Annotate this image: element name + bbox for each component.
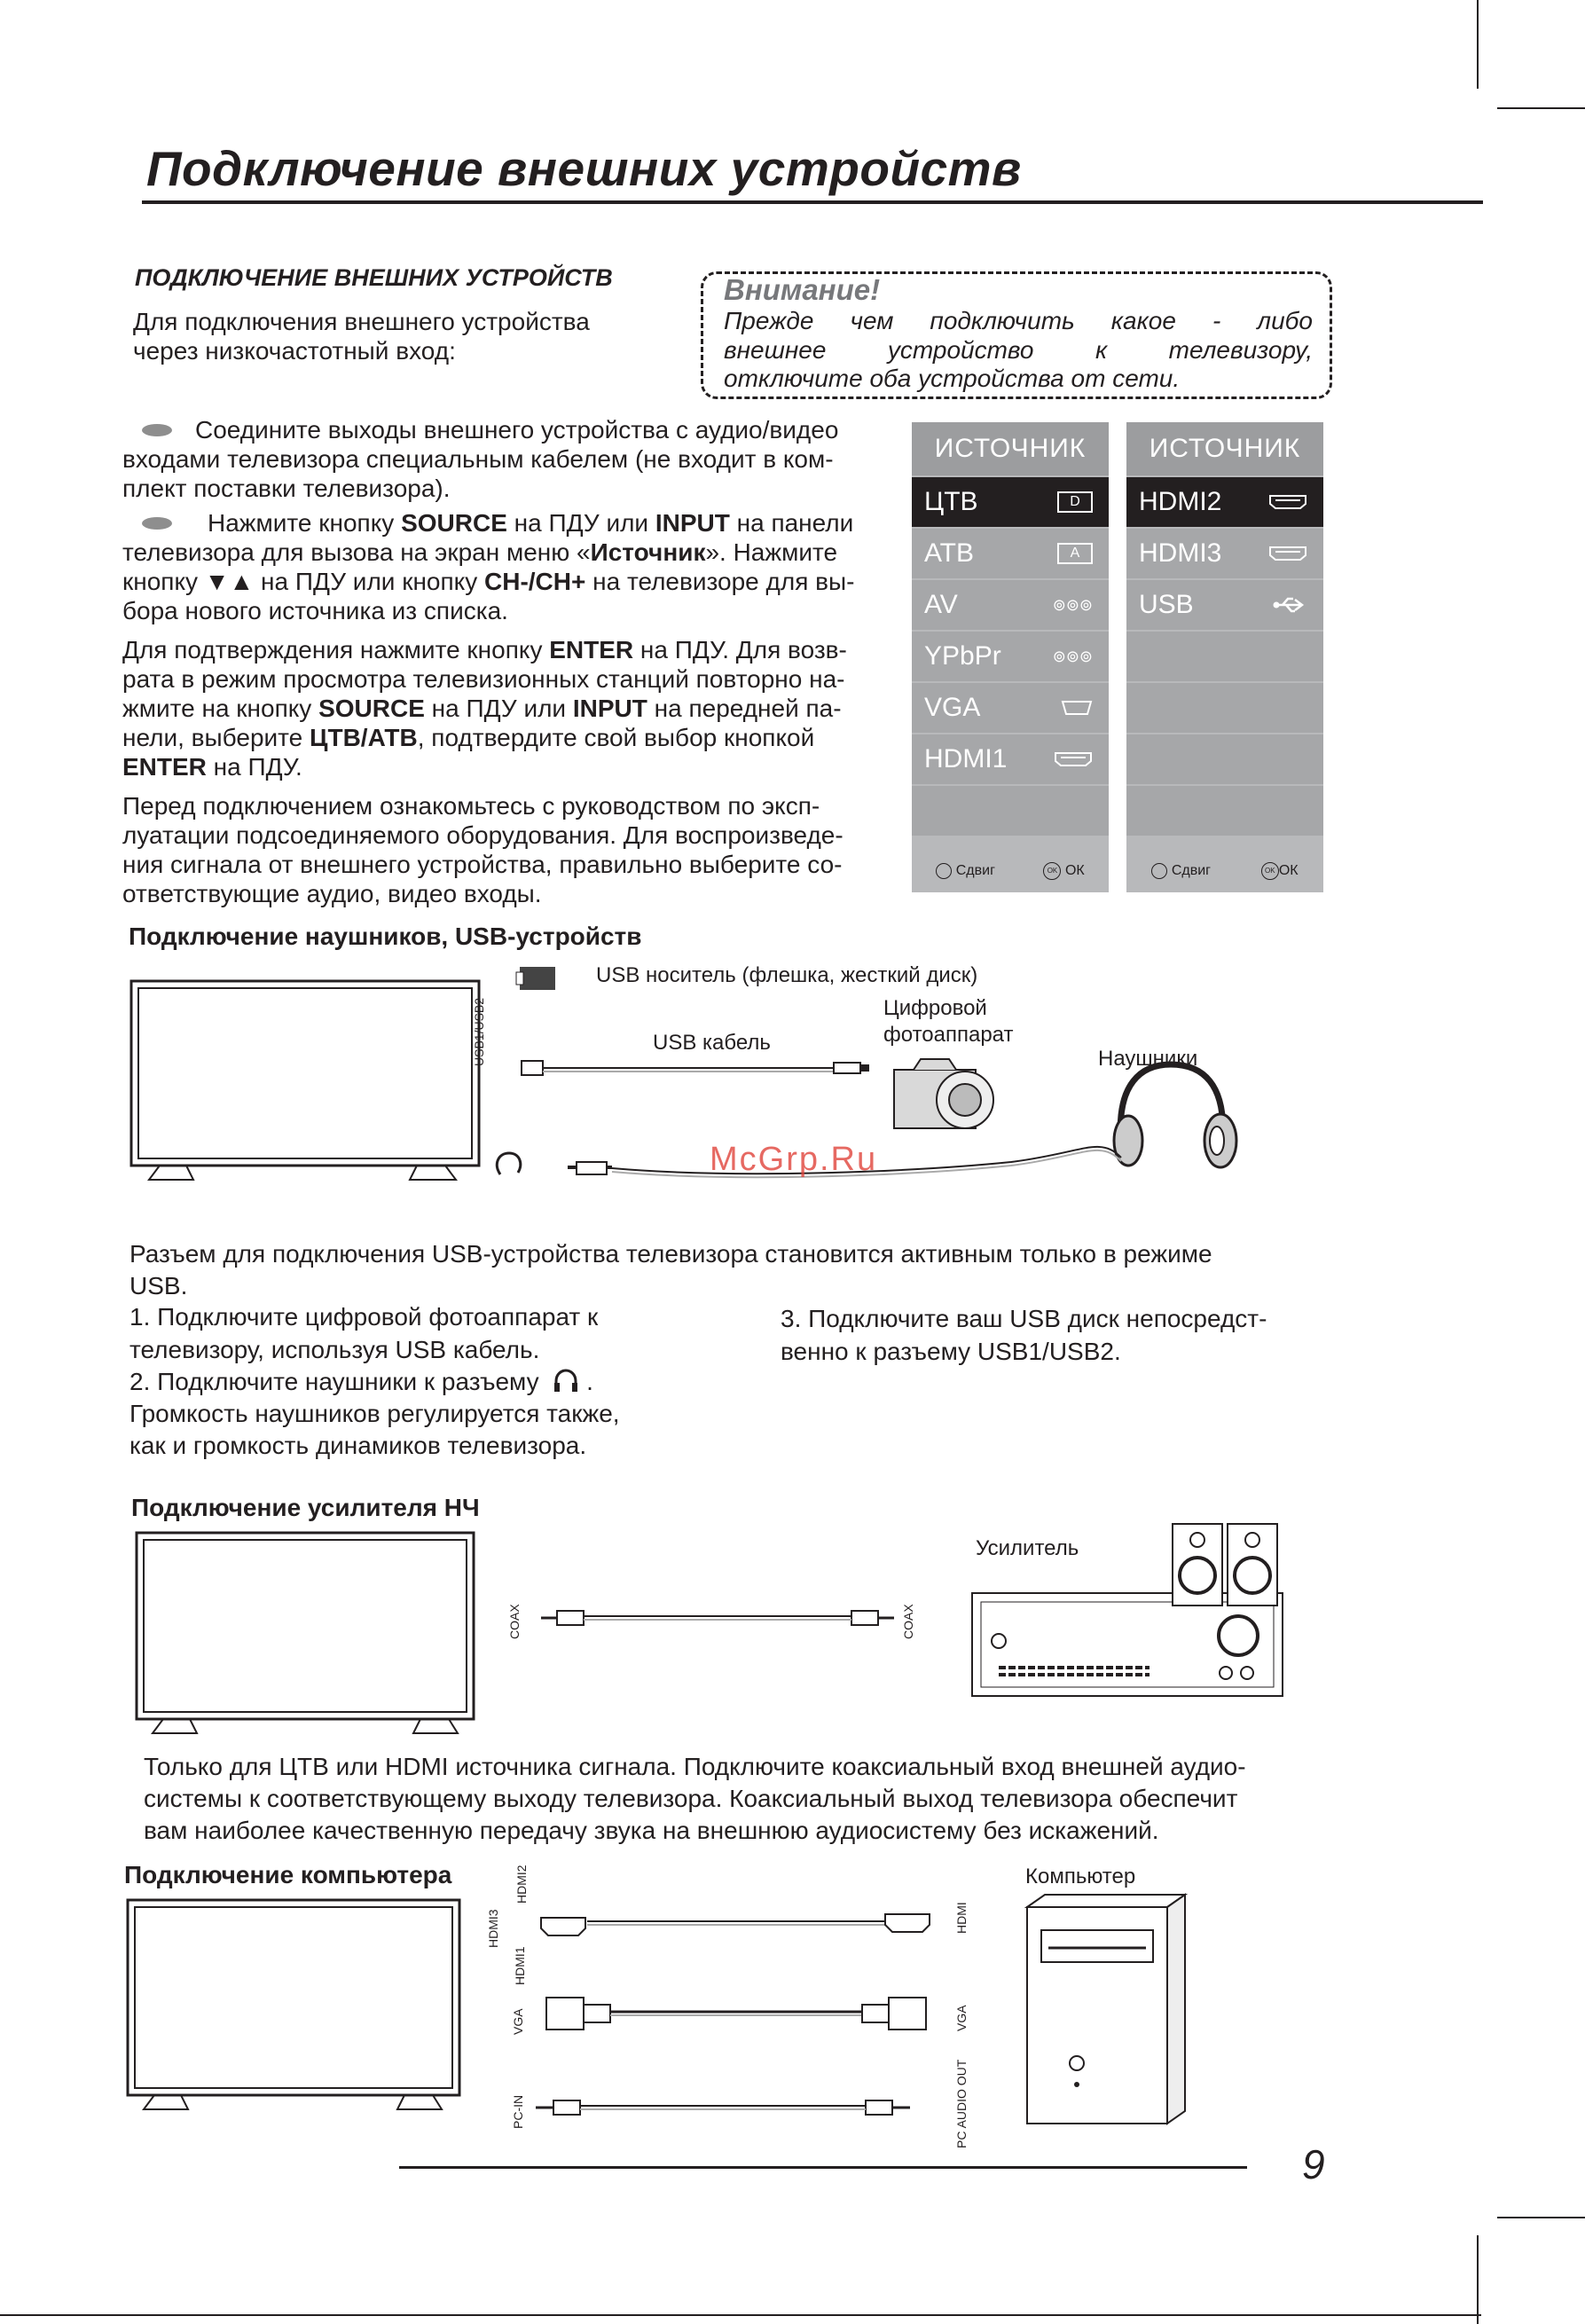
coax-label: COAX — [507, 1604, 522, 1639]
pc-port-audio-label: PC AUDIO OUT — [954, 2059, 969, 2148]
amp-diagram — [133, 1522, 1304, 1753]
nav-icon — [936, 863, 952, 879]
crop-mark — [0, 2314, 1481, 2316]
nav-icon — [1151, 863, 1167, 879]
tv-illustration — [137, 1533, 474, 1733]
usb-section-heading: Подключение наушников, USB-устройств — [129, 923, 642, 950]
warning-line: отключите оба устройства от сети. — [724, 365, 1181, 392]
pc-port-hdmi-label: HDMI — [954, 1902, 969, 1934]
menu-header: ИСТОЧНИК — [1126, 422, 1323, 475]
tv-port-hdmi3-label: HDMI3 — [486, 1909, 500, 1948]
hdmi-icon — [1268, 545, 1307, 562]
menu-item-hdmi1[interactable]: HDMI1 — [912, 734, 1109, 784]
menu-item-empty — [1126, 683, 1323, 733]
move-hint: Сдвиг — [1151, 863, 1211, 879]
usb-media-label: USB носитель (флешка, жесткий диск) — [596, 963, 978, 987]
intro-text — [133, 307, 590, 365]
ok-hint: OK ОК — [1043, 862, 1084, 880]
amplifier-label: Усилитель — [976, 1536, 1079, 1560]
menu-item-dtv[interactable]: ЦТВ D — [912, 477, 1109, 527]
warning-line: Прежде чем подключить какое - либо — [724, 307, 1313, 334]
usb-cable-icon — [522, 1061, 869, 1075]
menu-item-av[interactable]: AV ⊚⊚⊚ — [912, 580, 1109, 630]
a-icon: A — [1057, 543, 1093, 564]
menu-item-vga[interactable]: VGA — [912, 683, 1109, 733]
warning-line: внешнее устройство к телевизору, — [724, 336, 1313, 364]
hdmi-cable-icon — [541, 1914, 930, 1935]
hdmi-icon — [1268, 493, 1307, 511]
usb-diagram — [124, 967, 1259, 1206]
usb-port-label: USB1/USB2 — [472, 997, 486, 1066]
rca-icon: ⊚⊚⊚ — [1052, 595, 1093, 614]
vga-icon — [1061, 699, 1093, 717]
amplifier-icon — [972, 1593, 1283, 1696]
headphone-jack-icon — [553, 1369, 579, 1394]
menu-item-hdmi2[interactable]: HDMI2 — [1126, 477, 1323, 527]
computer-icon — [1027, 1895, 1185, 2124]
intro-line: через низкочастотный вход: — [133, 337, 456, 365]
usb-item-3: 3. Подключите ваш USB диск непосредст- венно к разъему USB1/USB2. — [781, 1305, 1267, 1365]
camera-label: Цифровой фотоаппарат — [883, 996, 1014, 1047]
warning-title: Внимание! — [724, 273, 881, 306]
intro-line: Для подключения внешнего устройства — [133, 308, 590, 335]
coax-cable-icon — [541, 1611, 894, 1625]
step-2: Нажмите кнопку SOURCE на ПДУ или INPUT на панели телевизора для вызова на экран меню «Источник». Нажмите кнопку ▼▲ на ПДУ или кнопку CH-/CH+ на телевизоре для вы- бора нового источника из списка. — [122, 509, 855, 624]
ok-icon: OK — [1043, 862, 1061, 880]
menu-item-empty — [1126, 734, 1323, 784]
headphones-icon — [1114, 1064, 1236, 1167]
coax-label: COAX — [901, 1604, 915, 1639]
hdmi-icon — [1054, 750, 1093, 768]
usb-cable-label: USB кабель — [653, 1031, 771, 1055]
menu-header: ИСТОЧНИК — [912, 422, 1109, 475]
component-icon: ⊚⊚⊚ — [1052, 647, 1093, 665]
step-4: Перед подключением ознакомьтесь с руководством по эксп- луатации подсоединяемого оборудования. Для воспроизведе- ния сигнала от внешнего устройства, правильно выберите со- ответствующие аудио, видео входы. — [122, 792, 844, 907]
amp-section-heading: Подключение усилителя НЧ — [131, 1494, 480, 1521]
menu-item-empty — [1126, 786, 1323, 836]
tv-port-hdmi1-label: HDMI1 — [513, 1946, 527, 1985]
crop-mark — [1477, 2235, 1479, 2324]
headphone-jack-icon — [497, 1153, 520, 1174]
tv-illustration — [131, 981, 479, 1180]
vga-cable-icon — [546, 1998, 926, 2030]
menu-item-hdmi3[interactable]: HDMI3 — [1126, 529, 1323, 578]
usb-icon — [1272, 594, 1307, 616]
camera-icon — [894, 1059, 993, 1128]
menu-item-atv[interactable]: АТВ A — [912, 529, 1109, 578]
crop-mark — [1477, 0, 1479, 89]
amp-text: Только для ЦТВ или HDMI источника сигнала. Подключите коаксиальный вход внешней аудио- системы к соответствующему выходу телевизора. Коаксиальный выход телевизора обеспечит вам наиболее качественную передачу звука на внешнюю аудиосистему без искажений. — [144, 1753, 1246, 1844]
computer-label: Компьютер — [1025, 1865, 1136, 1888]
move-hint: Сдвиг — [936, 863, 995, 879]
tv-illustration — [128, 1900, 459, 2109]
source-menu-1 — [912, 422, 1109, 892]
footer-rule — [399, 2166, 1247, 2169]
pc-diagram — [124, 1889, 1206, 2155]
menu-footer — [912, 850, 1109, 892]
bullet-icon — [142, 424, 172, 436]
pc-port-vga-label: VGA — [954, 2005, 969, 2031]
pc-section-heading: Подключение компьютера — [124, 1861, 452, 1888]
ok-hint: OK ОК — [1261, 862, 1299, 880]
step-1: Соедините выходы внешнего устройства с аудио/видео входами телевизора специальным кабелем (не входит в ком- плект поставки телевизора). — [122, 416, 839, 502]
menu-item-ypbpr[interactable]: YPbPr ⊚⊚⊚ — [912, 632, 1109, 681]
menu-item-empty — [1126, 632, 1323, 681]
ok-icon: OK — [1261, 862, 1279, 880]
tv-port-hdmi2-label: HDMI2 — [514, 1865, 529, 1904]
watermark: McGrp.Ru — [710, 1141, 878, 1178]
title-rule — [142, 200, 1483, 204]
bullet-icon — [142, 517, 172, 530]
tv-port-vga-label: VGA — [511, 2008, 525, 2035]
step-3: Для подтверждения нажмите кнопку ENTER на ПДУ. Для возв- рата в режим просмотра телевизионных станций повторно на- жмите на кнопку SOURCE на ПДУ или INPUT на передней па- нели, выберите ЦТВ/АТВ, подтвердите свой выбор кнопкой ENTER на ПДУ. — [122, 636, 847, 781]
page-title: Подключение внешних устройств — [146, 141, 1022, 196]
menu-item-usb[interactable]: USB — [1126, 580, 1323, 630]
page-number: 9 — [1302, 2141, 1325, 2187]
audio-cable-icon — [536, 2100, 910, 2115]
headphones-label: Наушники — [1098, 1047, 1198, 1071]
usb-item-2: 2. Подключите наушники к разъему . Громкость наушников регулируется также, как и громкость динамиков телевизора. — [129, 1368, 620, 1459]
crop-mark — [1497, 107, 1585, 109]
usb-note: Разъем для подключения USB-устройства телевизора становится активным только в режиме USB. — [129, 1240, 1212, 1299]
d-icon: D — [1057, 491, 1093, 513]
crop-mark — [1497, 2217, 1585, 2218]
source-menu-2 — [1126, 422, 1323, 892]
intro-heading: ПОДКЛЮЧЕНИЕ ВНЕШНИХ УСТРОЙСТВ — [135, 264, 613, 291]
tv-port-pc-in-label: PC-IN — [511, 2094, 525, 2129]
menu-item-empty — [912, 786, 1109, 836]
usb-stick-icon — [516, 967, 555, 990]
usb-item-1: 1. Подключите цифровой фотоаппарат к телевизору, используя USB кабель. — [129, 1303, 599, 1363]
menu-footer — [1126, 850, 1323, 892]
